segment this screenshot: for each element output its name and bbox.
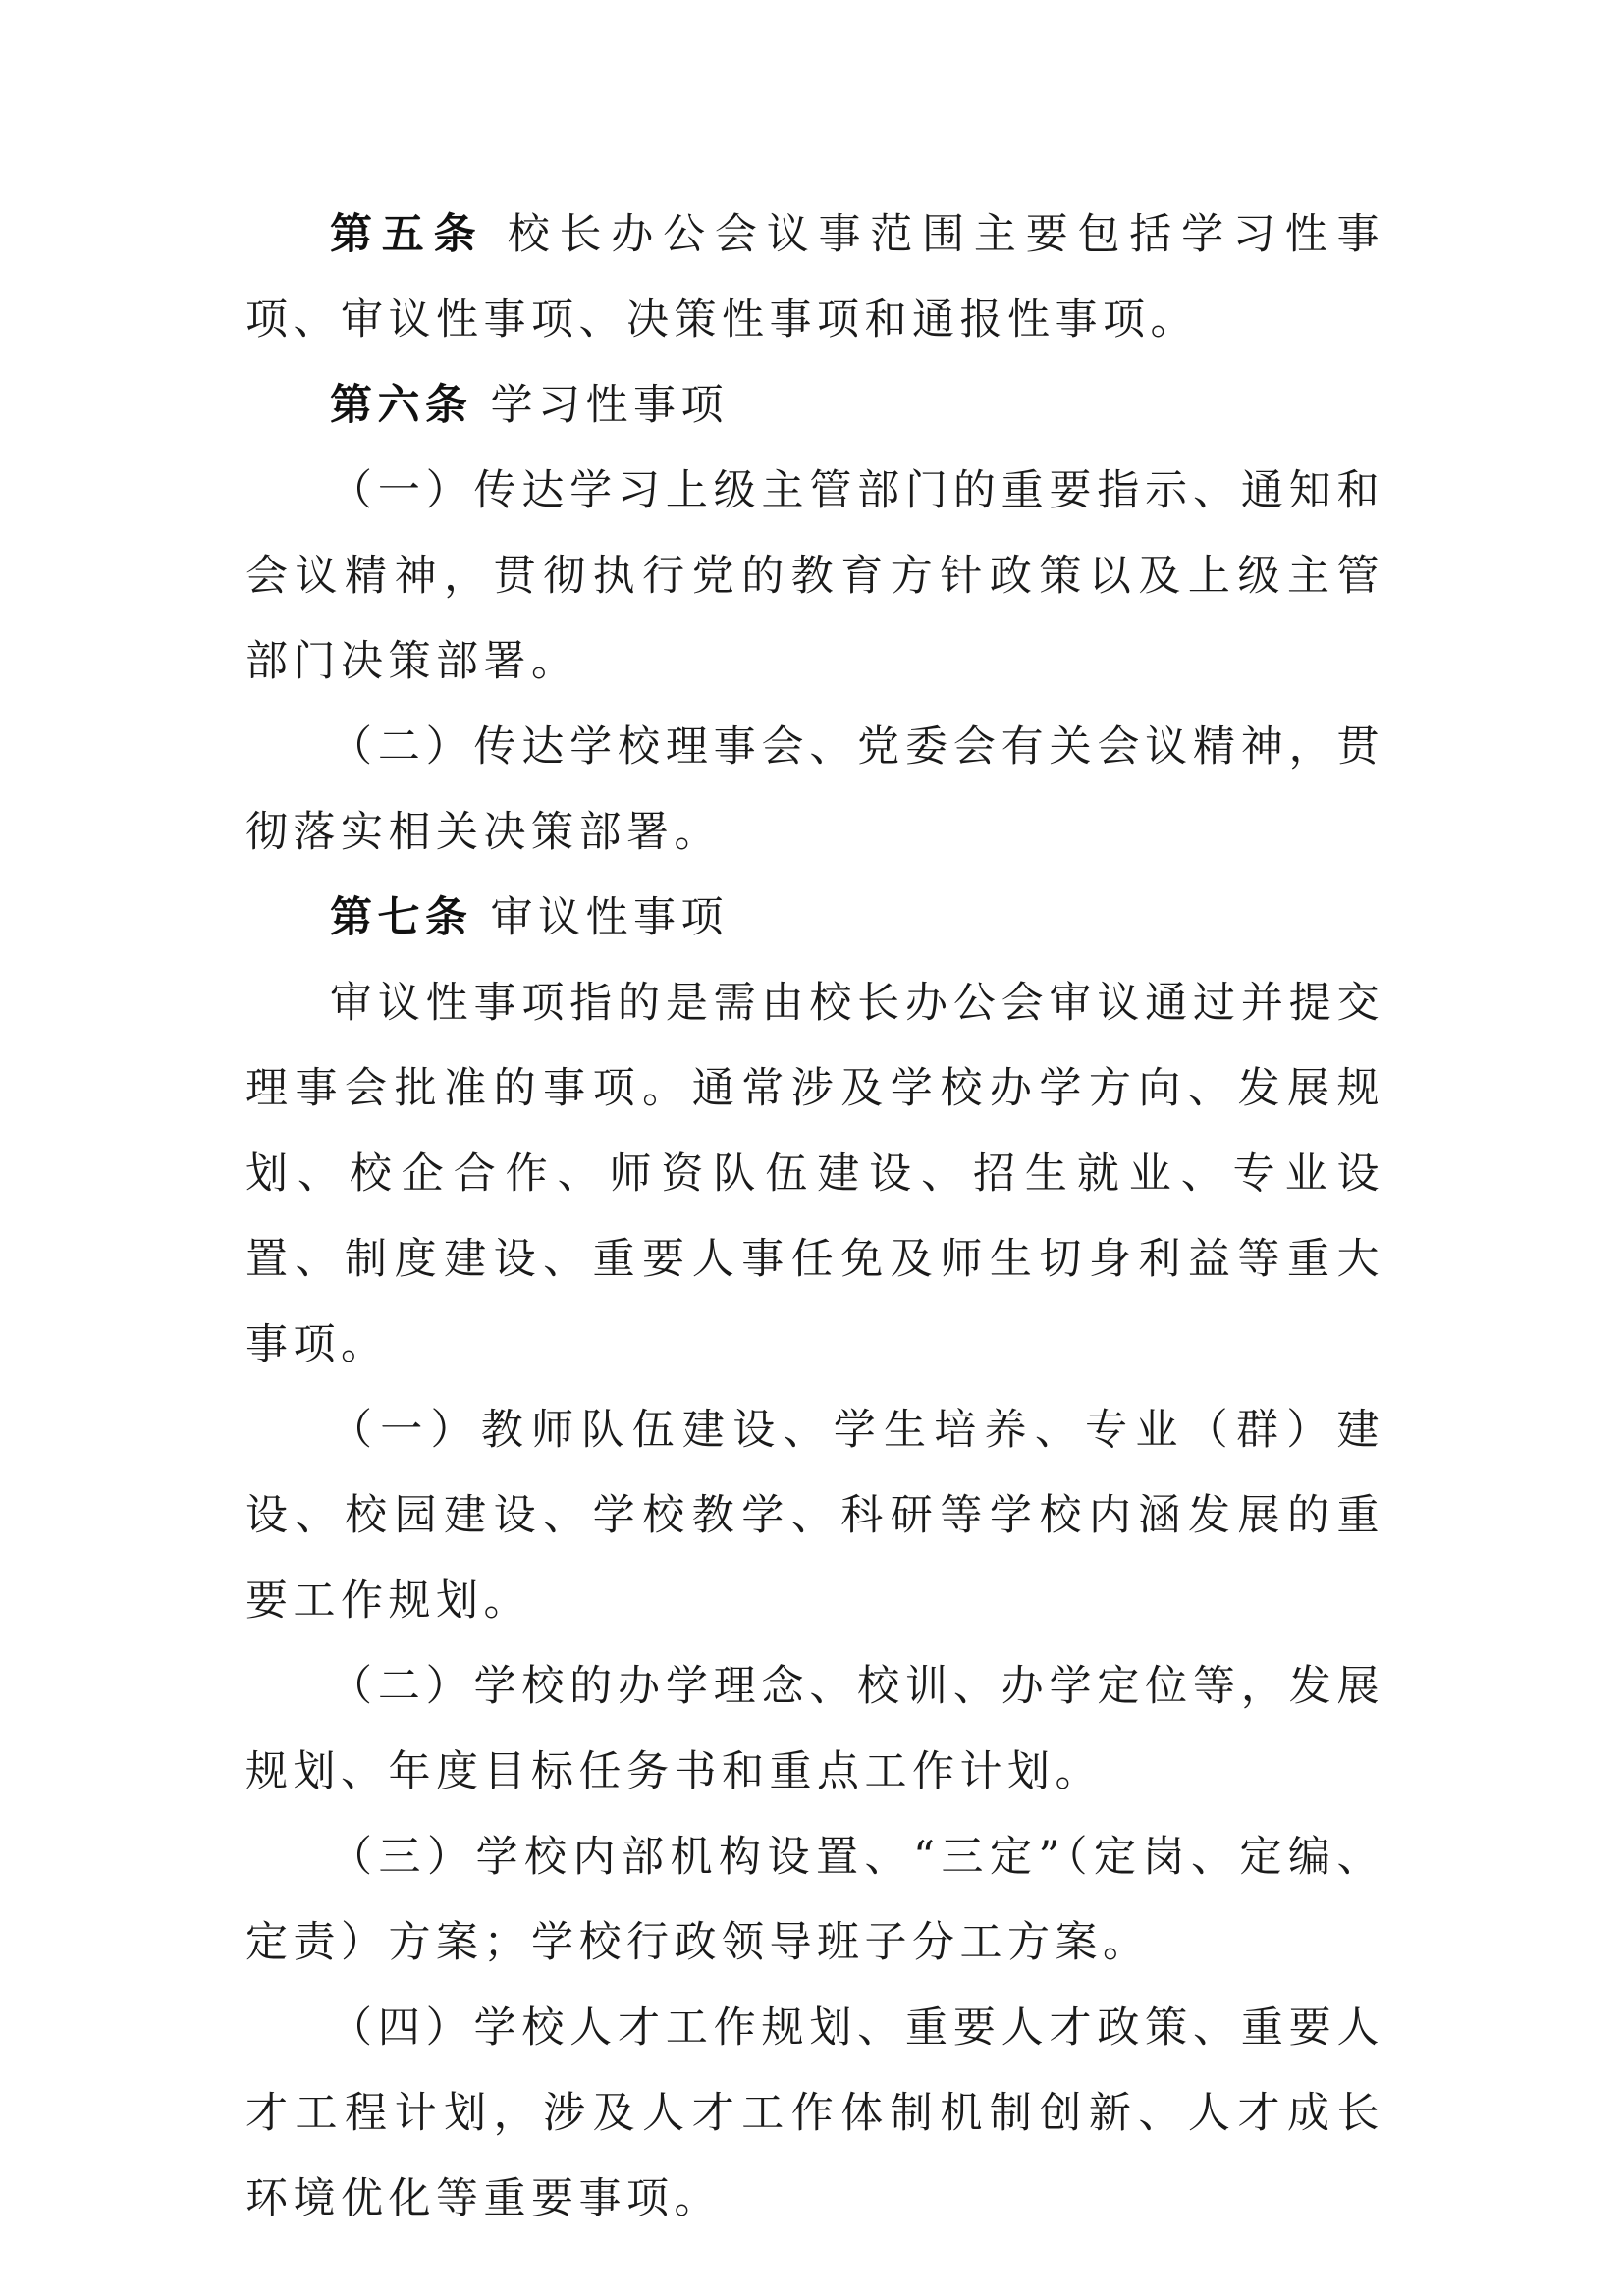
article-5-text: 校长办公会议事范围主要包括学习性事项、审议性事项、决策性事项和通报性事项。 [245, 210, 1385, 345]
article-5-paragraph [245, 192, 1384, 363]
article-7-item-1: （一）教师队伍建设、学生培养、专业（群）建设、校园建设、学校教学、科研等学校内涵发展的重要工作规划。 [245, 1406, 1384, 1626]
article-7-item-3: （三）学校内部机构设置、“三定”（定岗、定编、定责）方案；学校行政领导班子分工方案。 [245, 1833, 1384, 1967]
article-7-intro: 审议性事项指的是需由校长办公会审议通过并提交理事会批准的事项。通常涉及学校办学方向、发展规划、校企合作、师资队伍建设、招生就业、专业设置、制度建设、重要人事任免及师生切身利益等重大事项。 [245, 979, 1384, 1369]
article-7-item-2: （二）学校的办学理念、校训、办学定位等，发展规划、年度目标任务书和重点工作计划。 [245, 1662, 1384, 1796]
document-body [245, 192, 1384, 2242]
article-6-heading: 第六条 [330, 381, 473, 430]
article-7-heading-paragraph [245, 876, 1384, 961]
article-6-item-2: （二）传达学校理事会、党委会有关会议精神，贯彻落实相关决策部署。 [245, 722, 1384, 857]
article-5-heading: 第五条 [330, 210, 486, 259]
article-7-title: 审议性事项 [490, 893, 729, 942]
article-7-heading: 第七条 [330, 893, 473, 942]
article-7-item-4: （四）学校人才工作规划、重要人才政策、重要人才工程计划，涉及人才工作体制机制创新、人才成长环境优化等重要事项。 [245, 2003, 1384, 2223]
article-6-item-1: （一）传达学习上级主管部门的重要指示、通知和会议精神，贯彻执行党的教育方针政策以及上级主管部门决策部署。 [245, 466, 1384, 686]
article-6-title: 学习性事项 [490, 381, 729, 430]
article-6-heading-paragraph [245, 363, 1384, 449]
